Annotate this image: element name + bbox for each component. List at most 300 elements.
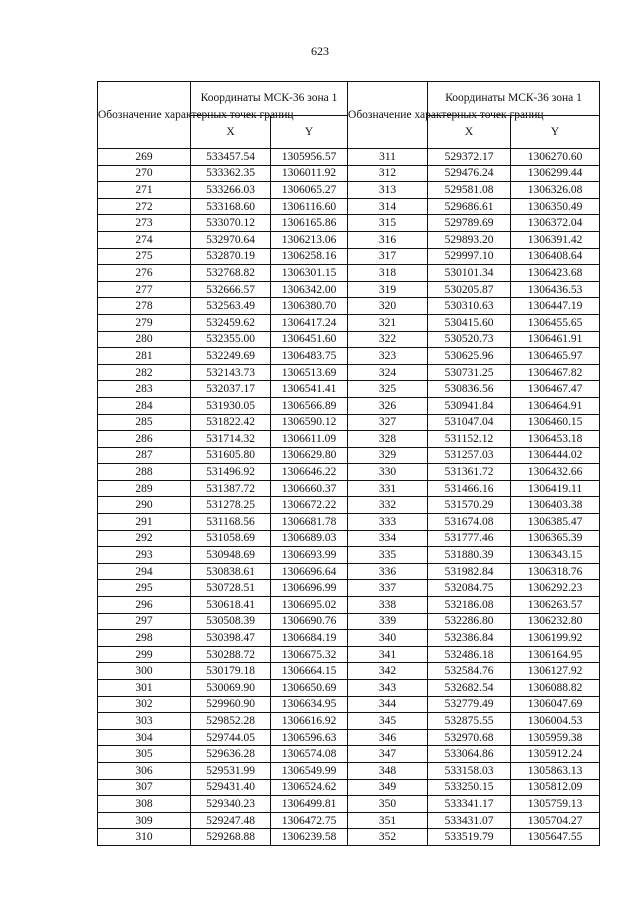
coord-x-right: 532386.84 [428,630,511,647]
coord-x-right: 530415.60 [428,314,511,331]
point-id-left: 310 [98,829,191,846]
coord-y-right: 1306436.53 [511,281,600,298]
coord-y-right: 1306365.39 [511,530,600,547]
point-id-right: 331 [348,480,428,497]
point-id-left: 292 [98,530,191,547]
point-id-left: 298 [98,630,191,647]
point-id-left: 301 [98,680,191,697]
coord-y-left: 1306664.15 [271,663,348,680]
coord-x-right: 531257.03 [428,447,511,464]
coord-x-right: 532486.18 [428,646,511,663]
point-id-right: 319 [348,281,428,298]
header-point-id-right: Обозначение характерных точек границ [348,82,428,149]
coord-y-left: 1306524.62 [271,779,348,796]
coord-y-right: 1305863.13 [511,762,600,779]
coord-y-right: 1306447.19 [511,298,600,315]
table-row [98,397,600,414]
point-id-right: 350 [348,796,428,813]
point-id-right: 313 [348,182,428,199]
table-row [98,530,600,547]
coord-x-left: 530179.18 [191,663,271,680]
coord-x-left: 529744.05 [191,729,271,746]
table-row [98,447,600,464]
coord-y-right: 1306423.68 [511,265,600,282]
coord-x-right: 531570.29 [428,497,511,514]
coord-x-left: 529431.40 [191,779,271,796]
table-row [98,464,600,481]
coord-x-right: 530520.73 [428,331,511,348]
coord-y-right: 1306465.97 [511,348,600,365]
point-id-right: 327 [348,414,428,431]
point-id-right: 345 [348,713,428,730]
coord-y-right: 1306088.82 [511,680,600,697]
coord-x-right: 532584.76 [428,663,511,680]
coord-y-left: 1306611.09 [271,431,348,448]
coord-x-left: 530728.51 [191,580,271,597]
coord-y-left: 1306650.69 [271,680,348,697]
table-row [98,713,600,730]
coord-x-left: 532768.82 [191,265,271,282]
point-id-right: 324 [348,364,428,381]
point-id-right: 338 [348,597,428,614]
point-id-right: 325 [348,381,428,398]
table-row [98,563,600,580]
point-id-left: 277 [98,281,191,298]
point-id-right: 326 [348,397,428,414]
coord-x-left: 532249.69 [191,348,271,365]
coord-x-left: 531714.32 [191,431,271,448]
coord-x-right: 531047.04 [428,414,511,431]
point-id-left: 276 [98,265,191,282]
coord-y-right: 1306263.57 [511,597,600,614]
table-row [98,364,600,381]
coord-x-left: 530618.41 [191,597,271,614]
point-id-left: 291 [98,514,191,531]
table-row [98,696,600,713]
coord-y-left: 1306675.32 [271,646,348,663]
table-row [98,480,600,497]
coord-x-right: 532186.08 [428,597,511,614]
coord-x-right: 531466.16 [428,480,511,497]
coord-x-right: 529789.69 [428,215,511,232]
coord-y-right: 1306444.02 [511,447,600,464]
point-id-right: 348 [348,762,428,779]
coord-y-right: 1306127.92 [511,663,600,680]
coord-y-left: 1306566.89 [271,397,348,414]
coord-x-left: 532355.00 [191,331,271,348]
coord-y-left: 1306696.99 [271,580,348,597]
coord-y-left: 1306681.78 [271,514,348,531]
coord-y-right: 1306455.65 [511,314,600,331]
table-row [98,331,600,348]
table-body [98,149,600,846]
point-id-left: 294 [98,563,191,580]
header-x-left: X [191,115,271,149]
point-id-right: 332 [348,497,428,514]
point-id-right: 349 [348,779,428,796]
point-id-left: 305 [98,746,191,763]
point-id-right: 314 [348,198,428,215]
point-id-right: 336 [348,563,428,580]
coord-y-left: 1306239.58 [271,829,348,846]
point-id-left: 296 [98,597,191,614]
point-id-left: 282 [98,364,191,381]
table-row [98,314,600,331]
table-row [98,746,600,763]
point-id-left: 293 [98,547,191,564]
coord-y-right: 1305704.27 [511,812,600,829]
coord-y-left: 1306342.00 [271,281,348,298]
coord-x-left: 529636.28 [191,746,271,763]
point-id-right: 321 [348,314,428,331]
coord-y-left: 1306616.92 [271,713,348,730]
coord-y-right: 1306391.42 [511,231,600,248]
table-row [98,182,600,199]
coord-y-right: 1305647.55 [511,829,600,846]
coord-y-left: 1306472.75 [271,812,348,829]
coord-y-right: 1305759.13 [511,796,600,813]
coord-x-right: 529476.24 [428,165,511,182]
page-number: 623 [311,44,329,58]
point-id-left: 299 [98,646,191,663]
point-id-right: 342 [348,663,428,680]
coord-x-right: 533341.17 [428,796,511,813]
coord-x-right: 533064.86 [428,746,511,763]
header-x-right: X [428,115,511,149]
coordinates-table [97,81,600,846]
table-row [98,646,600,663]
coord-x-right: 533158.03 [428,762,511,779]
point-id-right: 333 [348,514,428,531]
header-y-left: Y [271,115,348,149]
coord-x-right: 530941.84 [428,397,511,414]
point-id-left: 308 [98,796,191,813]
coord-y-right: 1306004.53 [511,713,600,730]
coord-y-left: 1306634.95 [271,696,348,713]
coord-x-left: 530508.39 [191,613,271,630]
point-id-right: 335 [348,547,428,564]
coord-y-right: 1306372.04 [511,215,600,232]
coord-x-right: 529893.20 [428,231,511,248]
point-id-right: 315 [348,215,428,232]
coord-y-left: 1306513.69 [271,364,348,381]
point-id-left: 288 [98,464,191,481]
coord-x-right: 530625.96 [428,348,511,365]
coord-x-left: 533168.60 [191,198,271,215]
coord-x-left: 533266.03 [191,182,271,199]
coord-y-right: 1306467.82 [511,364,600,381]
coord-x-left: 532037.17 [191,381,271,398]
coord-y-right: 1306453.18 [511,431,600,448]
point-id-right: 351 [348,812,428,829]
coord-x-left: 532459.62 [191,314,271,331]
point-id-right: 323 [348,348,428,365]
coord-y-right: 1306467.47 [511,381,600,398]
point-id-left: 271 [98,182,191,199]
coord-x-left: 531496.92 [191,464,271,481]
coord-y-left: 1306629.80 [271,447,348,464]
coord-x-right: 531152.12 [428,431,511,448]
coord-x-left: 531822.42 [191,414,271,431]
table-row [98,580,600,597]
coord-y-right: 1306299.44 [511,165,600,182]
table-row [98,597,600,614]
point-id-right: 320 [348,298,428,315]
coord-x-right: 529581.08 [428,182,511,199]
point-id-left: 289 [98,480,191,497]
coord-x-left: 529247.48 [191,812,271,829]
point-id-right: 329 [348,447,428,464]
coord-y-right: 1306350.49 [511,198,600,215]
point-id-left: 304 [98,729,191,746]
coord-x-left: 532970.64 [191,231,271,248]
coord-x-right: 532779.49 [428,696,511,713]
coord-y-left: 1306695.02 [271,597,348,614]
point-id-right: 352 [348,829,428,846]
coord-y-right: 1306419.11 [511,480,600,497]
coord-y-left: 1306596.63 [271,729,348,746]
coord-x-right: 532084.75 [428,580,511,597]
coord-y-left: 1306301.15 [271,265,348,282]
point-id-left: 274 [98,231,191,248]
coord-x-right: 533250.15 [428,779,511,796]
coord-x-left: 533362.35 [191,165,271,182]
coord-y-right: 1306403.38 [511,497,600,514]
point-id-right: 322 [348,331,428,348]
coord-x-right: 529997.10 [428,248,511,265]
coord-y-left: 1306590.12 [271,414,348,431]
coord-y-left: 1306693.99 [271,547,348,564]
table-row [98,381,600,398]
table-row [98,779,600,796]
coord-y-right: 1306460.15 [511,414,600,431]
point-id-right: 312 [348,165,428,182]
coord-y-right: 1306199.92 [511,630,600,647]
coord-x-left: 529531.99 [191,762,271,779]
point-id-right: 341 [348,646,428,663]
coord-x-left: 531168.56 [191,514,271,531]
coord-x-left: 529268.88 [191,829,271,846]
point-id-left: 300 [98,663,191,680]
point-id-left: 270 [98,165,191,182]
point-id-right: 339 [348,613,428,630]
coord-y-left: 1306574.08 [271,746,348,763]
coord-y-left: 1306011.92 [271,165,348,182]
point-id-left: 275 [98,248,191,265]
table-row [98,547,600,564]
coord-y-left: 1306549.99 [271,762,348,779]
coord-y-left: 1306483.75 [271,348,348,365]
table-row [98,198,600,215]
point-id-left: 307 [98,779,191,796]
point-id-left: 287 [98,447,191,464]
coord-x-right: 532682.54 [428,680,511,697]
coord-y-right: 1306164.95 [511,646,600,663]
point-id-left: 278 [98,298,191,315]
coord-x-left: 531605.80 [191,447,271,464]
coord-y-right: 1306047.69 [511,696,600,713]
coord-y-left: 1306672.22 [271,497,348,514]
coord-x-left: 529852.28 [191,713,271,730]
point-id-left: 273 [98,215,191,232]
point-id-right: 316 [348,231,428,248]
point-id-left: 272 [98,198,191,215]
coord-x-left: 529960.90 [191,696,271,713]
point-id-right: 317 [348,248,428,265]
point-id-left: 286 [98,431,191,448]
coord-y-left: 1306417.24 [271,314,348,331]
coord-y-right: 1306343.15 [511,547,600,564]
coord-x-right: 531361.72 [428,464,511,481]
coord-x-left: 530948.69 [191,547,271,564]
table-row [98,796,600,813]
table-row [98,431,600,448]
coord-y-right: 1306432.66 [511,464,600,481]
coord-y-right: 1306318.76 [511,563,600,580]
point-id-right: 330 [348,464,428,481]
coord-y-left: 1306684.19 [271,630,348,647]
coord-x-left: 531930.05 [191,397,271,414]
point-id-right: 347 [348,746,428,763]
point-id-right: 334 [348,530,428,547]
coord-x-right: 530205.87 [428,281,511,298]
table-row [98,680,600,697]
coord-y-left: 1306690.76 [271,613,348,630]
coord-y-right: 1306464.91 [511,397,600,414]
coord-y-right: 1306292.23 [511,580,600,597]
coord-x-left: 529340.23 [191,796,271,813]
coord-x-left: 531278.25 [191,497,271,514]
table-row [98,497,600,514]
table-row [98,215,600,232]
coord-y-left: 1306696.64 [271,563,348,580]
point-id-right: 337 [348,580,428,597]
coord-x-right: 530836.56 [428,381,511,398]
point-id-right: 328 [348,431,428,448]
table-row [98,630,600,647]
coord-x-left: 530838.61 [191,563,271,580]
coord-y-left: 1306165.86 [271,215,348,232]
coord-x-left: 532143.73 [191,364,271,381]
point-id-left: 290 [98,497,191,514]
coord-x-left: 533457.54 [191,149,271,166]
coord-x-right: 532970.68 [428,729,511,746]
point-id-right: 318 [348,265,428,282]
coord-x-right: 531982.84 [428,563,511,580]
table-row [98,812,600,829]
point-id-right: 311 [348,149,428,166]
coord-x-left: 532666.57 [191,281,271,298]
coord-y-right: 1306270.60 [511,149,600,166]
point-id-left: 280 [98,331,191,348]
table-row [98,729,600,746]
coord-x-right: 533431.07 [428,812,511,829]
coord-y-left: 1306646.22 [271,464,348,481]
coord-y-right: 1306408.64 [511,248,600,265]
point-id-right: 340 [348,630,428,647]
point-id-left: 285 [98,414,191,431]
point-id-left: 309 [98,812,191,829]
coord-x-right: 529372.17 [428,149,511,166]
coord-y-left: 1306116.60 [271,198,348,215]
coord-x-right: 531674.08 [428,514,511,531]
point-id-left: 279 [98,314,191,331]
table-row [98,348,600,365]
header-point-id-left: Обозначение характерных точек границ [98,82,191,149]
point-id-left: 297 [98,613,191,630]
coord-x-right: 531777.46 [428,530,511,547]
coord-y-left: 1306451.60 [271,331,348,348]
table-row [98,829,600,846]
point-id-left: 295 [98,580,191,597]
point-id-left: 302 [98,696,191,713]
coord-y-right: 1306461.91 [511,331,600,348]
table-row [98,149,600,166]
coord-y-left: 1306499.81 [271,796,348,813]
coord-y-left: 1306541.41 [271,381,348,398]
table-row [98,663,600,680]
coord-y-right: 1305912.24 [511,746,600,763]
table-row [98,298,600,315]
coord-x-left: 530069.90 [191,680,271,697]
point-id-left: 281 [98,348,191,365]
coord-y-left: 1306689.03 [271,530,348,547]
coord-x-right: 532875.55 [428,713,511,730]
table-row [98,248,600,265]
coord-y-left: 1306258.16 [271,248,348,265]
point-id-right: 346 [348,729,428,746]
coord-x-left: 532870.19 [191,248,271,265]
table-row [98,613,600,630]
coord-x-right: 532286.80 [428,613,511,630]
point-id-left: 306 [98,762,191,779]
coord-y-left: 1305956.57 [271,149,348,166]
coord-x-left: 533070.12 [191,215,271,232]
coord-y-right: 1305959.38 [511,729,600,746]
coord-x-left: 532563.49 [191,298,271,315]
header-coords-group-right: Координаты МСК-36 зона 1 [428,82,600,116]
point-id-right: 344 [348,696,428,713]
coord-x-left: 530398.47 [191,630,271,647]
point-id-left: 283 [98,381,191,398]
coord-x-right: 529686.61 [428,198,511,215]
coord-y-right: 1306326.08 [511,182,600,199]
point-id-right: 343 [348,680,428,697]
table-row [98,281,600,298]
coord-x-right: 530101.34 [428,265,511,282]
coord-x-right: 530731.25 [428,364,511,381]
table-row [98,231,600,248]
coord-x-left: 530288.72 [191,646,271,663]
table-row [98,762,600,779]
coord-x-right: 533519.79 [428,829,511,846]
point-id-left: 284 [98,397,191,414]
coord-y-left: 1306065.27 [271,182,348,199]
coord-y-right: 1305812.09 [511,779,600,796]
table-row [98,514,600,531]
header-coords-group-left: Координаты МСК-36 зона 1 [191,82,348,116]
coord-y-left: 1306660.37 [271,480,348,497]
coord-x-right: 530310.63 [428,298,511,315]
coord-x-left: 531387.72 [191,480,271,497]
table-row [98,165,600,182]
table-row [98,265,600,282]
point-id-left: 303 [98,713,191,730]
coord-y-right: 1306232.80 [511,613,600,630]
coord-y-left: 1306213.06 [271,231,348,248]
coord-x-left: 531058.69 [191,530,271,547]
coord-y-right: 1306385.47 [511,514,600,531]
